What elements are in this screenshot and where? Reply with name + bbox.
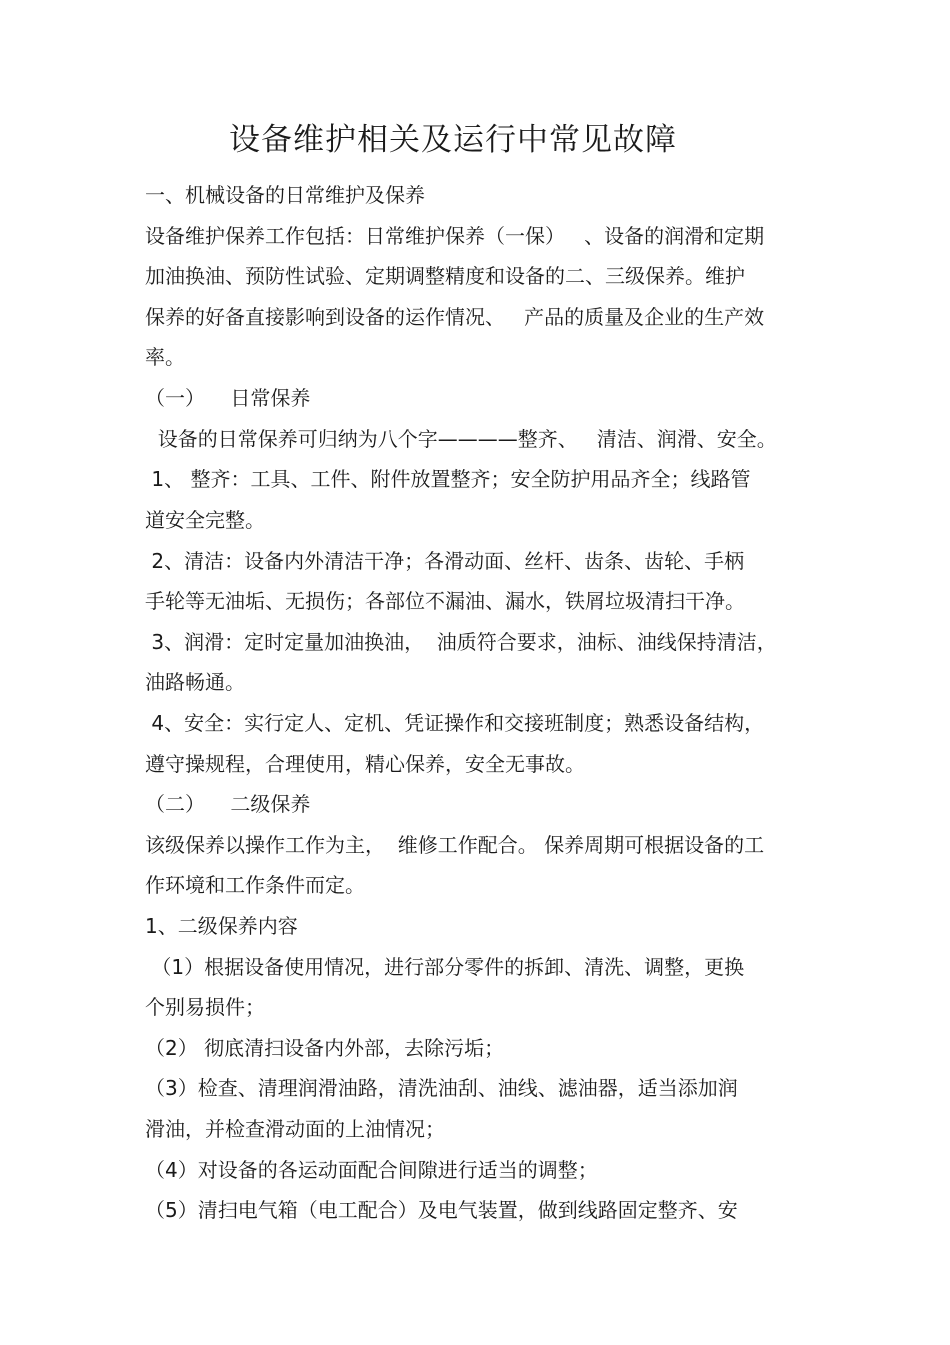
- list-item-line: （4）对设备的各运动面配合间隙进行适当的调整；: [145, 1158, 598, 1182]
- paragraph-line: 作环境和工作条件而定。: [145, 873, 365, 897]
- list-item-line: （5）清扫电气箱（电工配合）及电气装置，做到线路固定整齐、安: [145, 1198, 738, 1222]
- list-item-line: 油路畅通。: [145, 670, 245, 694]
- subsection-heading: （一） 日常保养: [145, 386, 311, 410]
- list-item-line: 1、 整齐：工具、工件、附件放置整齐；安全防护用品齐全；线路管: [145, 467, 751, 491]
- list-item-line: 4、安全：实行定人、定机、凭证操作和交接班制度；熟悉设备结构，: [145, 711, 765, 735]
- list-item-line: （3）检查、清理润滑油路，清洗油刮、油线、滤油器，适当添加润: [145, 1076, 738, 1100]
- list-item-line: 手轮等无油垢、无损伤；各部位不漏油、漏水，铁屑垃圾清扫干净。: [145, 589, 745, 613]
- list-item-line: 个别易损件；: [145, 995, 265, 1019]
- list-item-line: （2） 彻底清扫设备内外部，去除污垢；: [145, 1036, 505, 1060]
- list-item-line: 遵守操规程，合理使用，精心保养，安全无事故。: [145, 752, 585, 776]
- paragraph-line: 设备维护保养工作包括：日常维护保养（一保） 、设备的润滑和定期: [145, 224, 765, 248]
- subsection-heading: （二） 二级保养: [145, 792, 311, 816]
- subsection-heading: 1、二级保养内容: [145, 914, 298, 938]
- paragraph-line: 保养的好备直接影响到设备的运作情况、 产品的质量及企业的生产效: [145, 305, 765, 329]
- list-item-line: 滑油，并检查滑动面的上油情况；: [145, 1117, 445, 1141]
- section-heading: 一、机械设备的日常维护及保养: [145, 183, 425, 207]
- paragraph-line: 设备的日常保养可归纳为八个字————整齐、 清洁、润滑、安全。: [145, 427, 777, 451]
- list-item-line: 3、润滑：定时定量加油换油， 油质符合要求，油标、油线保持清洁，: [145, 630, 777, 654]
- paragraph-line: 率。: [145, 345, 185, 369]
- list-item-line: 2、清洁：设备内外清洁干净；各滑动面、丝杆、齿条、齿轮、手柄: [145, 549, 745, 573]
- paragraph-line: 加油换油、预防性试验、定期调整精度和设备的二、三级保养。维护: [145, 264, 745, 288]
- paragraph-line: 该级保养以操作工作为主， 维修工作配合。 保养周期可根据设备的工: [145, 833, 765, 857]
- page-title: 设备维护相关及运行中常见故障: [229, 122, 677, 158]
- list-item-line: （1）根据设备使用情况，进行部分零件的拆卸、清洗、调整，更换: [145, 955, 745, 979]
- list-item-line: 道安全完整。: [145, 508, 265, 532]
